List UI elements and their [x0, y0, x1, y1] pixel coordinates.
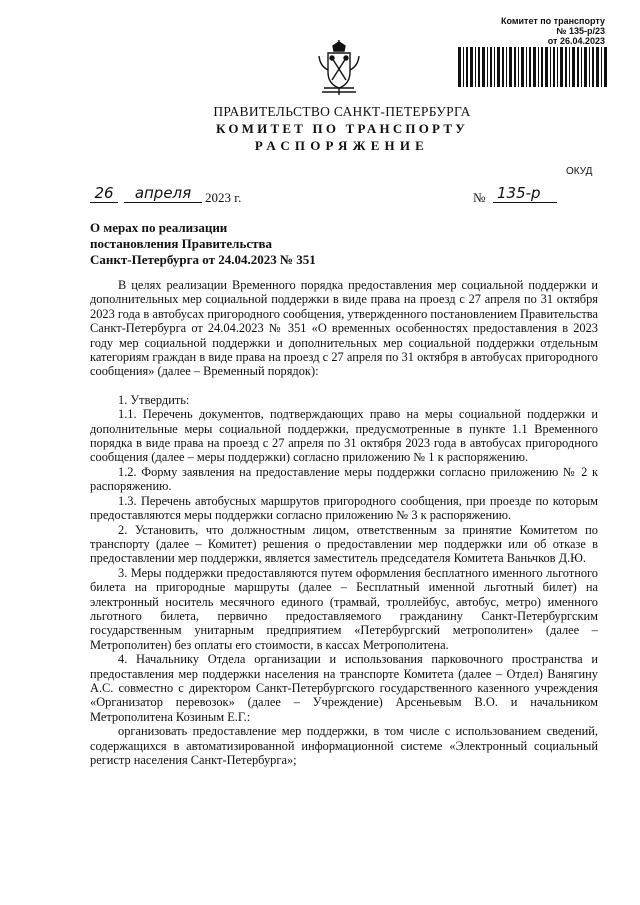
- subject-line-2: постановления Правительства: [90, 236, 272, 251]
- paragraph-preamble: В целях реализации Временного порядка предоставления мер социальной поддержки и дополнительных мер социальной поддержки в виде права на проезд с 27 апреля по 31 октября 2023 года в автобусах пригородного сообщения, утвержденного постановлением Правительства Санкт-Петербурга от 24.04.2023 № 351 «О временных особенностях предоставления в 2023 году мер социальной поддержки и дополнительных мер социальной поддержки отдельным категориям граждан в виде права на проезд с 27 апреля по 31 октября в автобусах пригородного сообщения» (далее – Временный порядок):: [90, 278, 598, 379]
- paragraph-item-4-sub: организовать предоставление мер поддержки, в том числе с использованием сведений, содержащихся в автоматизированной информационной системе «Электронный социальный регистр населения Санкт-Петербурга»;: [90, 724, 598, 767]
- barcode: [458, 47, 608, 87]
- registration-line-2: № 135-р/23: [556, 26, 605, 36]
- subject-line-3: Санкт-Петербурга от 24.04.2023 № 351: [90, 252, 316, 267]
- paragraph-item-1: 1. Утвердить:: [118, 392, 190, 407]
- city-emblem-icon: [316, 40, 362, 96]
- paragraph-item-1-3: 1.3. Перечень автобусных маршрутов пригородного сообщения, при проезде по которым предоставляются меры поддержки согласно приложению № 3 к распоряжению.: [90, 493, 598, 523]
- document-number: 135-р: [493, 184, 557, 203]
- government-title: ПРАВИТЕЛЬСТВО САНКТ-ПЕТЕРБУРГА: [213, 104, 471, 119]
- registration-line-3: от 26.04.2023: [547, 36, 605, 46]
- registration-stamp: [485, 16, 605, 46]
- date-day: 26: [90, 184, 118, 203]
- document-type: РАСПОРЯЖЕНИЕ: [254, 138, 430, 153]
- date-month: апреля: [124, 184, 202, 203]
- paragraph-item-3: 3. Меры поддержки предоставляются путем оформления бесплатного именного льготного билета на пригородные маршруты (далее – Бесплатный именной льготный билет) на электронный носитель месячного единого (трамвай, троллейбус, автобус, метро) именного льготного билета, первично предоставляемого гражданину Санкт-Петербургским государственным унитарным предприятием «Петербургский метрополитен» (далее – Метрополитен) без оплаты его стоимости, в кассах Метрополитена.: [90, 565, 598, 652]
- okud-label: ОКУД: [566, 166, 593, 177]
- registration-line-1: Комитет по транспорту: [500, 16, 605, 26]
- paragraph-item-2: 2. Установить, что должностным лицом, ответственным за принятие Комитетом по транспорту (далее – Комитет) решения о предоставлении мер поддержки или об отказе в предоставлении мер поддержки, является заместитель председателя Комитета Ваньчков Д.Ю.: [90, 522, 598, 566]
- paragraph-item-1-2: 1.2. Форму заявления на предоставление меры поддержки согласно приложению № 2 к распоряжению.: [90, 464, 598, 494]
- document-body: [90, 278, 598, 767]
- date-number-row: [90, 184, 610, 210]
- paragraph-item-1-1: 1.1. Перечень документов, подтверждающих право на меры социальной поддержки и дополнительные меры социальной поддержки, предусмотренные в пункте 1.1 Временного порядка в виде права на проезд с 27 апреля по 31 октября 2023 года в автобусах пригородного сообщения (далее – меры поддержки) согласно приложению № 1 к распоряжению.: [90, 407, 598, 465]
- subject-line-1: О мерах по реализации: [90, 220, 228, 235]
- paragraph-item-4: 4. Начальнику Отдела организации и использования парковочного пространства и предоставления мер поддержки населения на транспорте Комитета (далее – Отдел) Ванягину А.С. совместно с директором Санкт-Петербургского государственного казенного учреждения «Организатор перевозок» (далее – Учреждение) Арсеньевым В.О. и начальником Метрополитена Козиным Е.Г.:: [90, 652, 598, 724]
- subject-block: [90, 220, 316, 268]
- committee-title: КОМИТЕТ ПО ТРАНСПОРТУ: [216, 121, 468, 136]
- number-sign: №: [473, 190, 486, 205]
- date-year: 2023 г.: [205, 190, 242, 205]
